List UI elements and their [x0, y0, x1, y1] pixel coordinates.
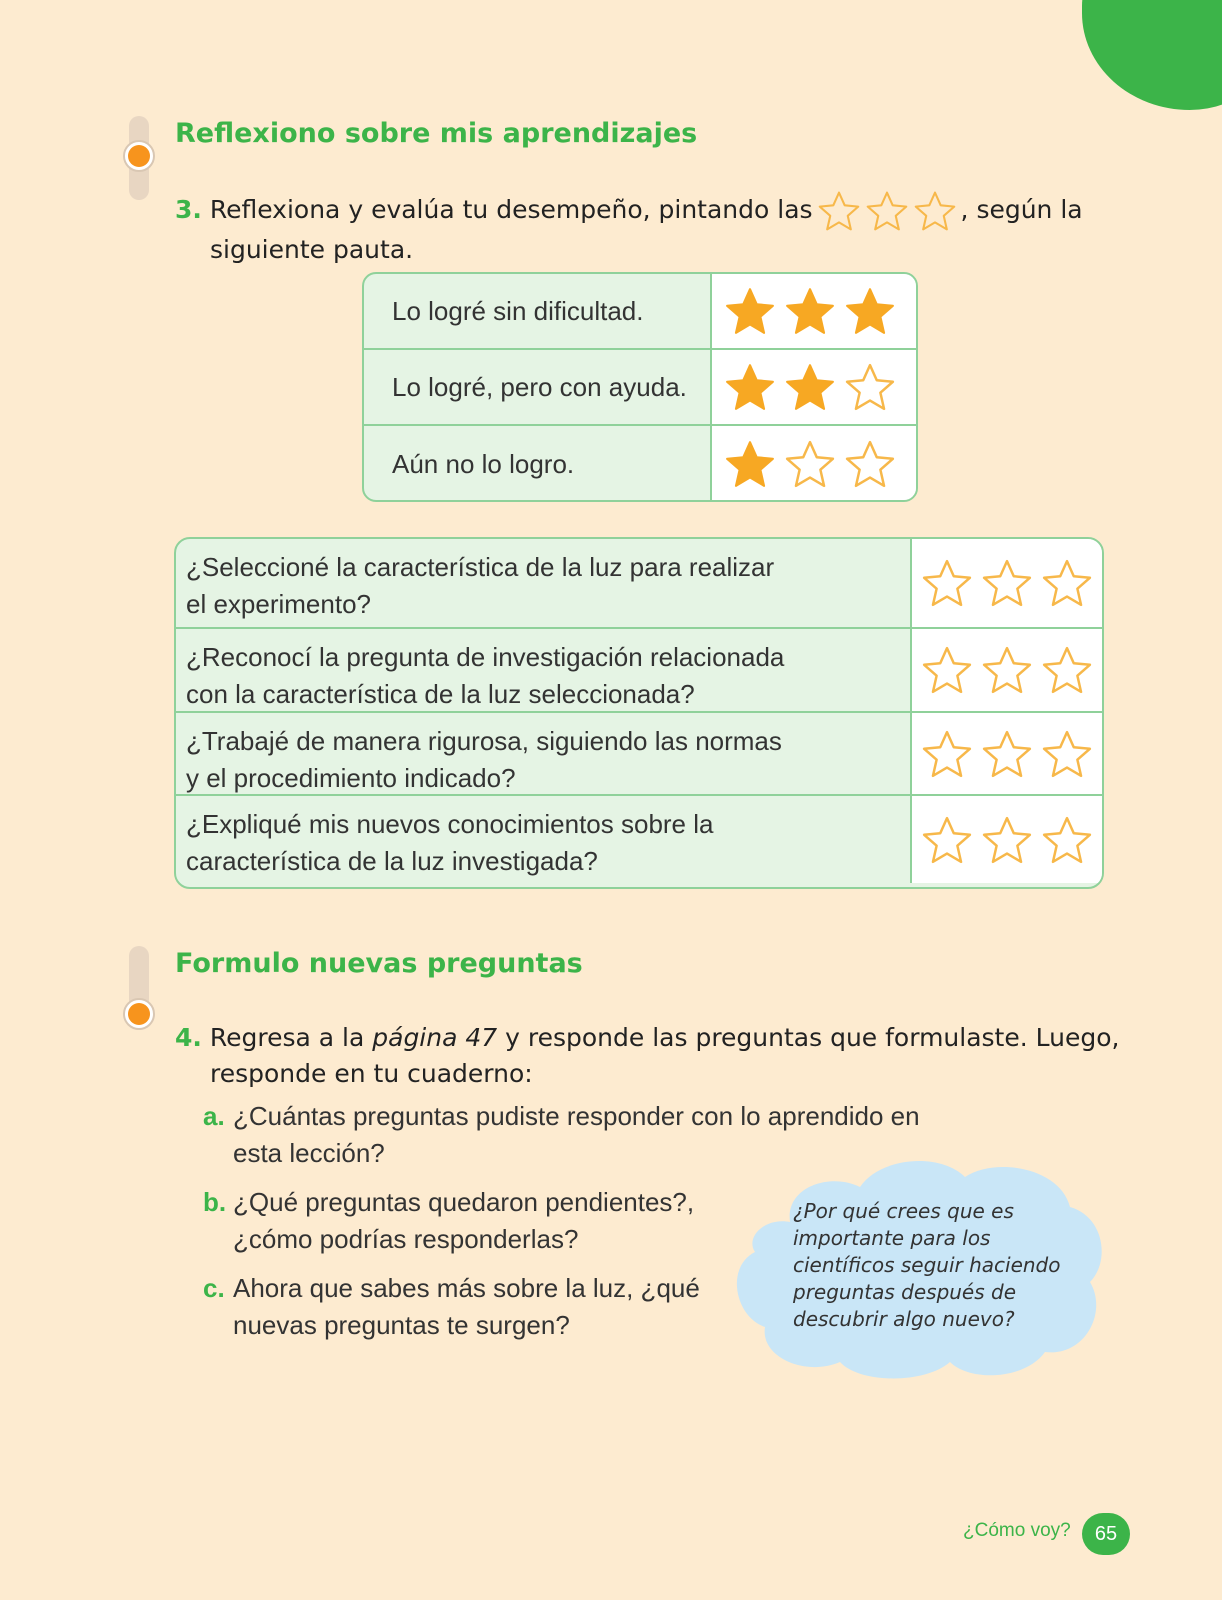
corner-decoration — [1082, 0, 1222, 110]
question-text: responde en tu cuaderno: — [210, 1059, 533, 1088]
star-filled-icon — [784, 362, 836, 412]
rating-stars[interactable] — [912, 539, 1102, 627]
evaluation-row — [176, 629, 1102, 713]
star-outline-icon[interactable] — [981, 815, 1033, 865]
self-evaluation-table — [174, 537, 1104, 889]
evaluation-row — [176, 796, 1102, 883]
section-title: Reflexiono sobre mis aprendizajes — [175, 118, 698, 149]
sub-question-letter: a. — [203, 1101, 225, 1131]
star-outline-icon[interactable] — [1041, 815, 1093, 865]
star-filled-icon — [724, 362, 776, 412]
star-outline-icon[interactable] — [1041, 558, 1093, 608]
rating-stars[interactable] — [912, 629, 1102, 711]
legend-row — [364, 350, 916, 426]
legend-row — [364, 426, 916, 502]
star-outline-icon[interactable] — [921, 815, 973, 865]
page-reference: página 47 — [372, 1023, 498, 1052]
sub-question-line: ¿Cuántas preguntas pudiste responder con lo aprendido en — [233, 1101, 920, 1131]
star-outline-icon — [844, 362, 896, 412]
question-text: , según la — [960, 195, 1083, 224]
star-outline-icon — [865, 190, 909, 232]
evaluation-row — [176, 713, 1102, 796]
sub-question-line: Ahora que sabes más sobre la luz, ¿qué — [233, 1273, 700, 1303]
evaluation-question-line: ¿Reconocí la pregunta de investigación relacionada — [186, 642, 785, 672]
evaluation-row — [176, 539, 1102, 629]
star-outline-icon[interactable] — [981, 645, 1033, 695]
evaluation-question-line: con la característica de la luz seleccionada? — [186, 679, 695, 709]
evaluation-question — [176, 796, 912, 883]
legend-stars — [712, 274, 916, 348]
inline-stars — [817, 190, 957, 232]
star-filled-icon — [724, 439, 776, 489]
question-4 — [175, 1020, 1119, 1092]
evaluation-question-line: y el procedimiento indicado? — [186, 763, 516, 793]
cloud-text-line: científicos seguir haciendo — [793, 1253, 1061, 1277]
footer-section-label: ¿Cómo voy? — [963, 1520, 1071, 1541]
question-number: 3. — [175, 195, 202, 224]
evaluation-question-line: el experimento? — [186, 589, 371, 619]
cloud-text-line: ¿Por qué crees que es — [793, 1199, 1014, 1223]
legend-label: Lo logré sin dificultad. — [364, 274, 712, 348]
section-title: Formulo nuevas preguntas — [175, 948, 583, 979]
question-3 — [175, 190, 1083, 268]
legend-stars — [712, 350, 916, 424]
question-text: Regresa a la — [209, 1023, 373, 1052]
legend-label: Aún no lo logro. — [364, 426, 712, 502]
sub-question-text — [233, 1184, 694, 1258]
star-outline-icon[interactable] — [921, 558, 973, 608]
cloud-text-line: descubrir algo nuevo? — [793, 1307, 1015, 1331]
cloud-text-line: importante para los — [793, 1226, 991, 1250]
evaluation-question — [176, 713, 912, 794]
rating-stars[interactable] — [912, 713, 1102, 794]
rating-stars[interactable] — [912, 796, 1102, 883]
evaluation-question-line: ¿Seleccioné la característica de la luz para realizar — [186, 552, 775, 582]
question-text: siguiente pauta. — [210, 235, 414, 264]
cloud-text-line: preguntas después de — [793, 1280, 1017, 1304]
sub-question-line: esta lección? — [233, 1138, 385, 1168]
question-text: Reflexiona y evalúa tu desempeño, pintando las — [209, 195, 813, 224]
legend-label: Lo logré, pero con ayuda. — [364, 350, 712, 424]
star-filled-icon — [844, 286, 896, 336]
star-outline-icon[interactable] — [921, 729, 973, 779]
star-outline-icon[interactable] — [981, 558, 1033, 608]
page-number: 65 — [1082, 1513, 1130, 1555]
evaluation-question-line: ¿Trabajé de manera rigurosa, siguiendo las normas — [186, 726, 782, 756]
evaluation-question — [176, 539, 912, 627]
star-outline-icon — [817, 190, 861, 232]
star-outline-icon — [844, 439, 896, 489]
rating-legend-table — [362, 272, 918, 502]
star-filled-icon — [724, 286, 776, 336]
legend-stars — [712, 426, 916, 502]
star-outline-icon — [784, 439, 836, 489]
sub-question-text — [233, 1270, 700, 1344]
sub-question-line: ¿cómo podrías responderlas? — [233, 1224, 579, 1254]
sub-question-line: ¿Qué preguntas quedaron pendientes?, — [233, 1187, 695, 1217]
sub-question-line: nuevas preguntas te surgen? — [233, 1310, 570, 1340]
evaluation-question — [176, 629, 912, 711]
star-outline-icon[interactable] — [1041, 729, 1093, 779]
star-outline-icon[interactable] — [921, 645, 973, 695]
evaluation-question-line: ¿Expliqué mis nuevos conocimientos sobre la — [186, 809, 714, 839]
star-outline-icon — [913, 190, 957, 232]
star-filled-icon — [784, 286, 836, 336]
legend-row — [364, 274, 916, 350]
sub-question-letter: c. — [203, 1273, 225, 1303]
star-outline-icon[interactable] — [981, 729, 1033, 779]
star-outline-icon[interactable] — [1041, 645, 1093, 695]
reflection-question — [793, 1198, 1083, 1333]
question-number: 4. — [175, 1023, 202, 1052]
question-text: y responde las preguntas que formulaste. Luego, — [497, 1023, 1120, 1052]
evaluation-question-line: característica de la luz investigada? — [186, 846, 598, 876]
sub-question-letter: b. — [203, 1187, 227, 1217]
